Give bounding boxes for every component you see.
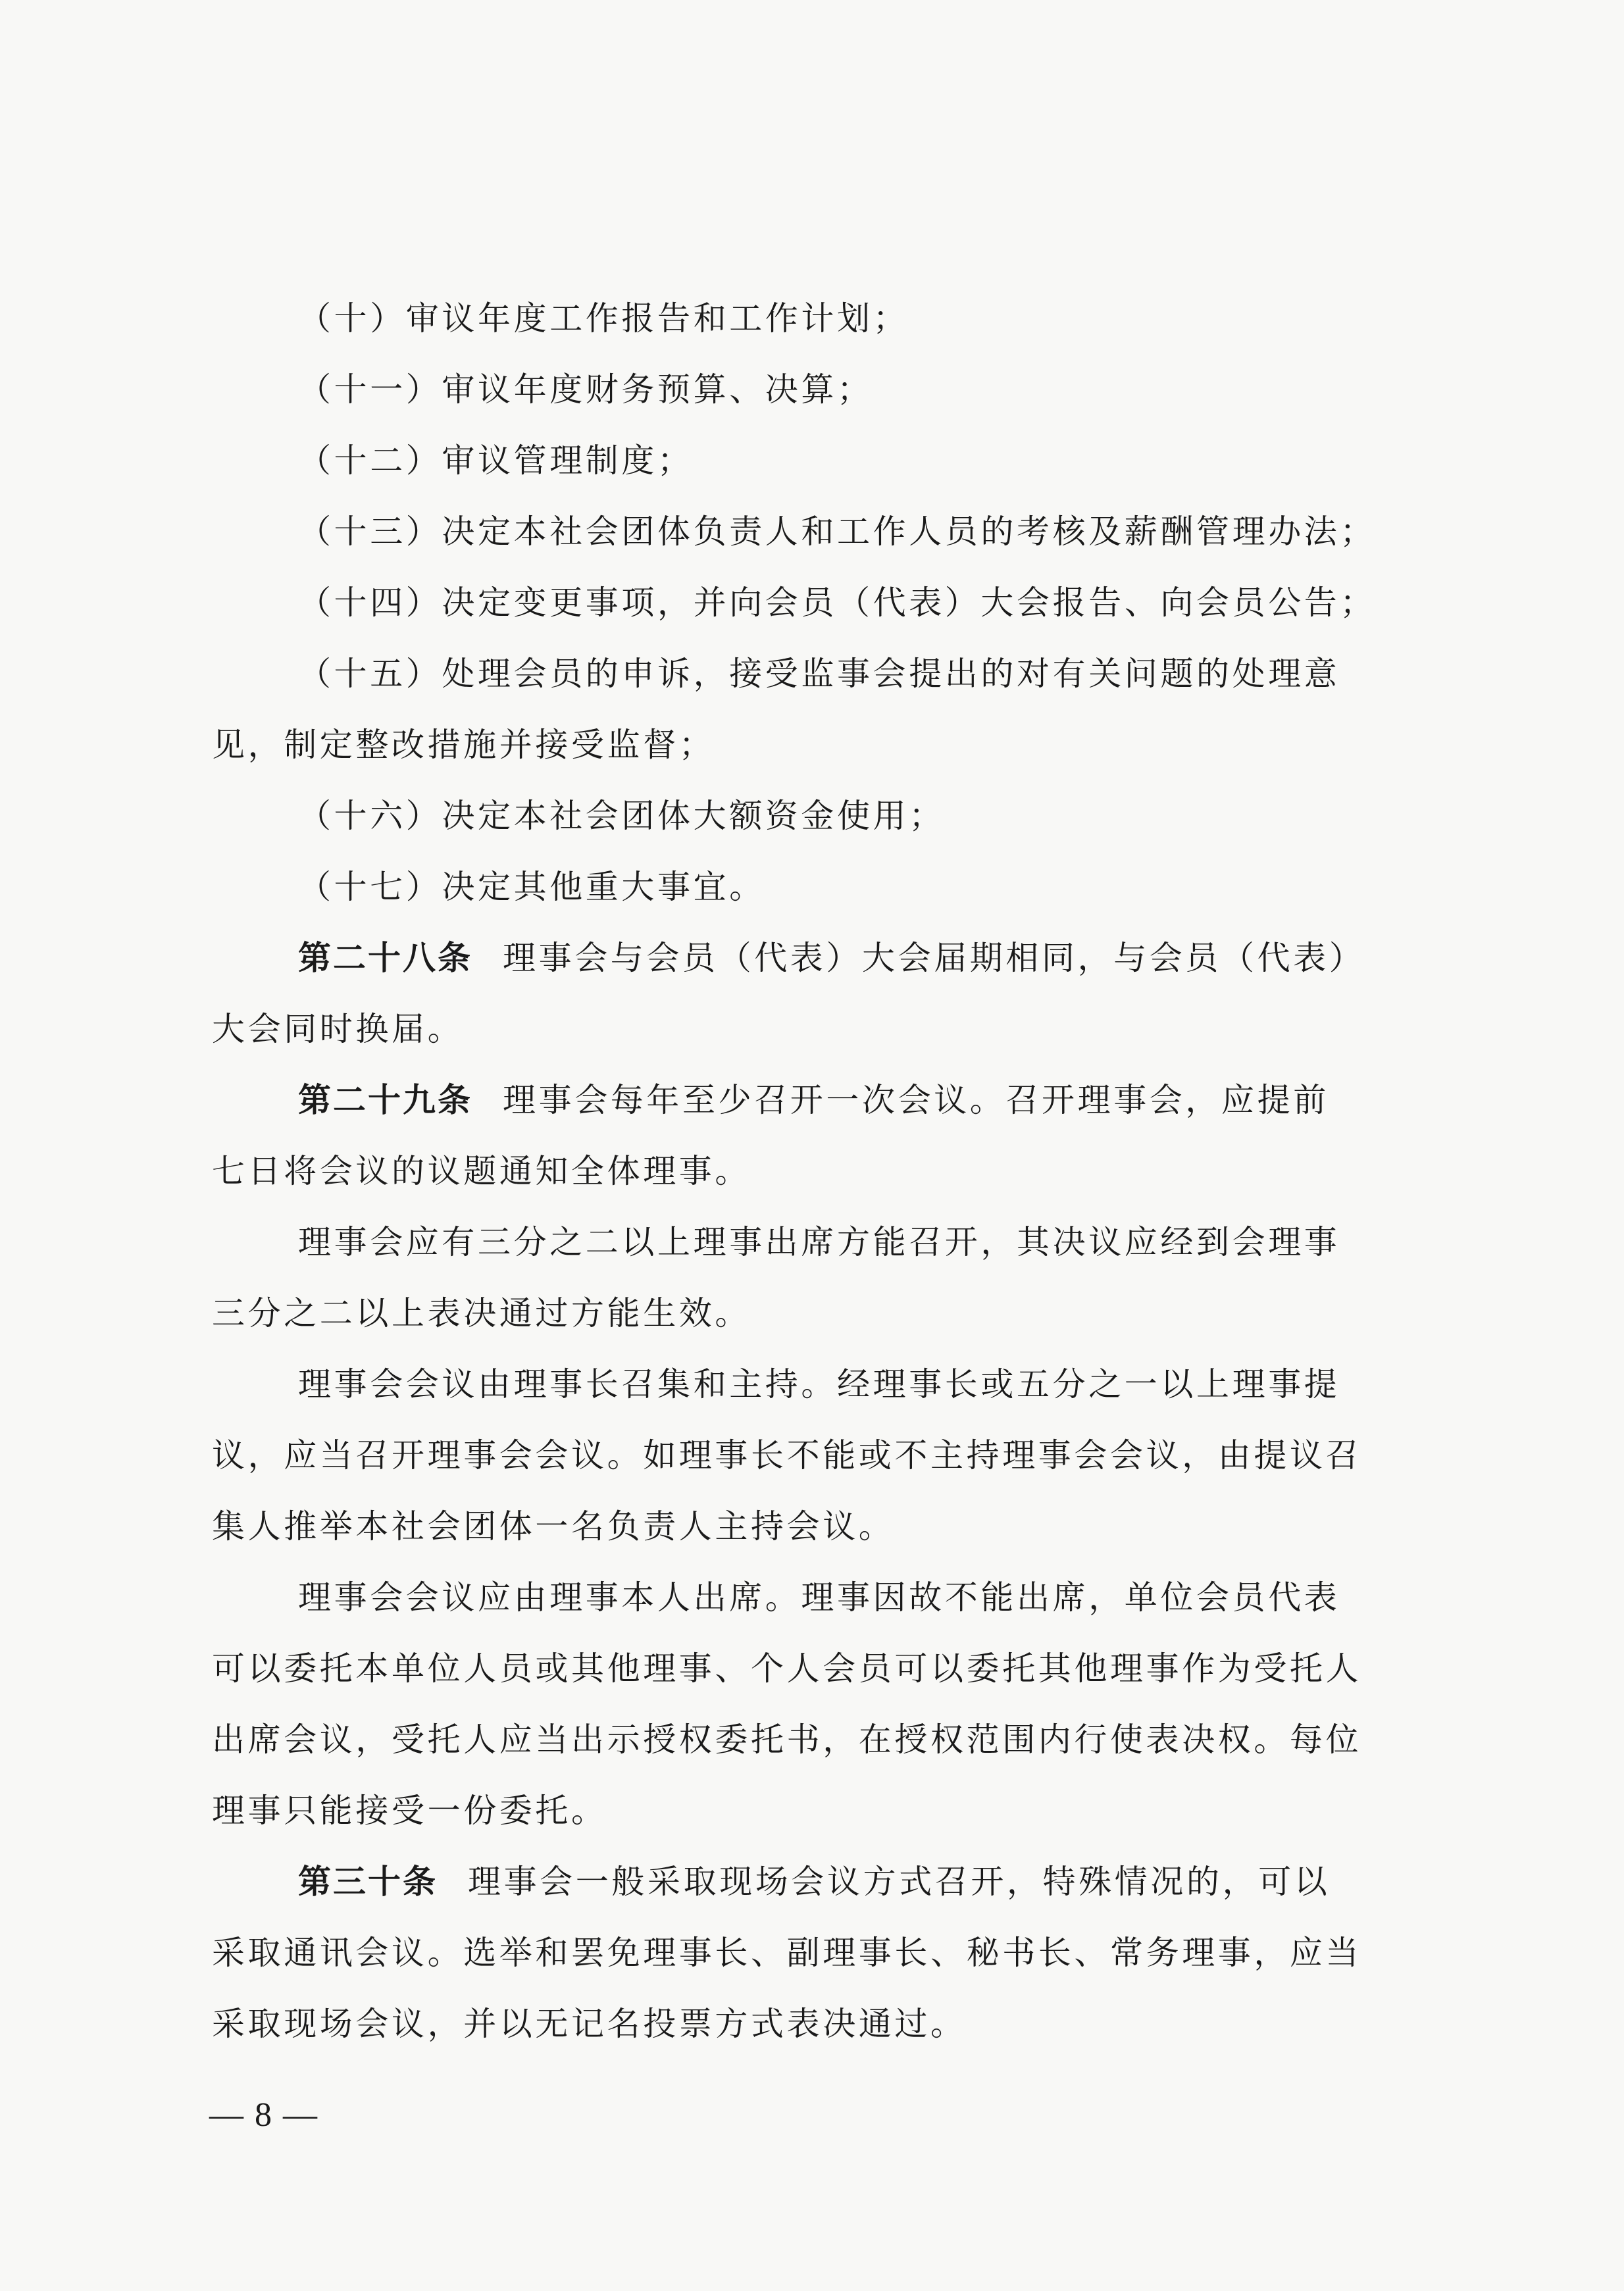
article-28-text: 理事会与会员（代表）大会届期相同，与会员（代表） <box>503 939 1365 977</box>
list-item-17: （十七）决定其他重大事宜。 <box>298 868 765 906</box>
article-29-text: 理事会每年至少召开一次会议。召开理事会，应提前 <box>503 1081 1329 1119</box>
article-30-text: 理事会一般采取现场会议方式召开，特殊情况的，可以 <box>468 1863 1331 1901</box>
list-item-15-line2: 见，制定整改措施并接受监督； <box>212 726 715 764</box>
list-item-13: （十三）决定本社会团体负责人和工作人员的考核及薪酬管理办法； <box>298 513 1376 551</box>
article-28-title: 第二十八条 <box>298 939 472 977</box>
article-30-line1 <box>212 1846 1425 1917</box>
document-body <box>212 283 1425 2059</box>
article-29-line2: 七日将会议的议题通知全体理事。 <box>212 1152 751 1190</box>
article-29-p4-line2: 可以委托本单位人员或其他理事、个人会员可以委托其他理事作为受托人 <box>212 1649 1362 1688</box>
article-29-line1 <box>212 1065 1425 1136</box>
list-item-10: （十）审议年度工作报告和工作计划； <box>298 299 909 338</box>
article-30-line2: 采取通讯会议。选举和罢免理事长、副理事长、秘书长、常务理事，应当 <box>212 1934 1362 1972</box>
article-29-p2-line2: 三分之二以上表决通过方能生效。 <box>212 1294 751 1332</box>
page-number: — 8 — <box>209 2096 318 2134</box>
article-29-p3-line3: 集人推举本社会团体一名负责人主持会议。 <box>212 1507 895 1546</box>
article-29-title: 第二十九条 <box>298 1081 472 1119</box>
list-item-12: （十二）审议管理制度； <box>298 441 694 480</box>
article-30-title: 第三十条 <box>298 1863 438 1901</box>
article-29-p3-line1: 理事会会议由理事长召集和主持。经理事长或五分之一以上理事提 <box>298 1365 1340 1403</box>
article-28-line1 <box>212 922 1425 994</box>
article-29-p4-line3: 出席会议，受托人应当出示授权委托书，在授权范围内行使表决权。每位 <box>212 1721 1362 1759</box>
article-28-line2: 大会同时换届。 <box>212 1010 464 1048</box>
article-29-p4-line1: 理事会会议应由理事本人出席。理事因故不能出席，单位会员代表 <box>298 1578 1340 1617</box>
list-item-15-line1: （十五）处理会员的申诉，接受监事会提出的对有关问题的处理意 <box>298 655 1340 693</box>
list-item-11: （十一）审议年度财务预算、决算； <box>298 370 873 409</box>
article-29-p2-line1: 理事会应有三分之二以上理事出席方能召开，其决议应经到会理事 <box>298 1223 1340 1261</box>
article-29-p3-line2: 议，应当召开理事会会议。如理事长不能或不主持理事会会议，由提议召 <box>212 1436 1362 1474</box>
article-30-line3: 采取现场会议，并以无记名投票方式表决通过。 <box>212 2005 967 2043</box>
list-item-14: （十四）决定变更事项，并向会员（代表）大会报告、向会员公告； <box>298 584 1376 622</box>
list-item-16: （十六）决定本社会团体大额资金使用； <box>298 797 945 835</box>
article-29-p4-line4: 理事只能接受一份委托。 <box>212 1792 607 1830</box>
